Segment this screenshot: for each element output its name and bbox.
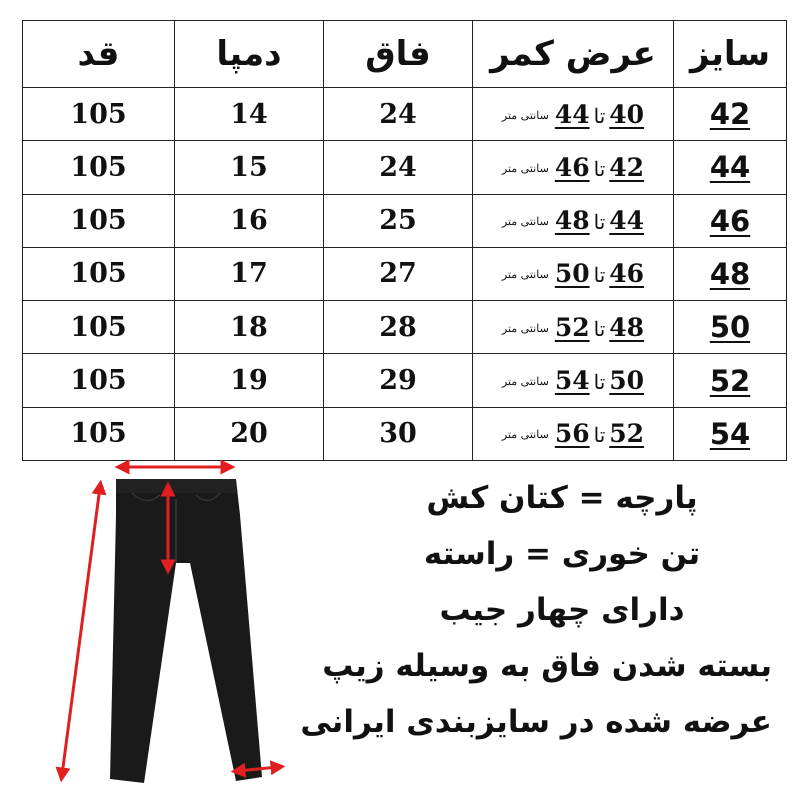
size-cell — [674, 194, 787, 247]
size-value: 42 — [709, 97, 751, 132]
waist-connector: تا — [593, 423, 606, 448]
waist-max: 44 — [554, 99, 590, 129]
rise-cell: 28 — [324, 301, 473, 354]
table-row — [23, 194, 787, 247]
size-value: 54 — [709, 416, 751, 451]
table-row — [23, 141, 787, 194]
waist-max: 50 — [554, 259, 590, 289]
rise-cell: 25 — [324, 194, 473, 247]
table-row — [23, 88, 787, 141]
length-cell: 105 — [23, 301, 175, 354]
length-arrow — [62, 487, 100, 775]
length-cell: 105 — [23, 354, 175, 407]
waist-unit: سانتی متر — [501, 215, 549, 229]
waist-min: 52 — [609, 419, 645, 449]
pants-illustration — [40, 455, 300, 795]
rise-cell: 24 — [324, 88, 473, 141]
note-closure: بسته شدن فاق به وسیله زیپ — [322, 648, 772, 684]
waist-connector: تا — [593, 370, 606, 395]
table-row — [23, 247, 787, 300]
rise-cell: 30 — [324, 407, 473, 460]
waist-min: 46 — [609, 259, 645, 289]
waist-min: 40 — [609, 99, 645, 129]
size-cell — [674, 141, 787, 194]
size-cell — [674, 247, 787, 300]
size-value: 46 — [709, 203, 751, 238]
table-row — [23, 301, 787, 354]
waist-connector: تا — [593, 156, 606, 181]
size-value: 48 — [709, 256, 751, 291]
table-row — [23, 354, 787, 407]
size-value: 50 — [709, 310, 751, 345]
waist-unit: سانتی متر — [501, 268, 549, 282]
rise-cell: 24 — [324, 141, 473, 194]
table-row — [23, 407, 787, 460]
waist-min: 50 — [609, 366, 645, 396]
waist-min: 42 — [609, 152, 645, 182]
waist-cell — [473, 194, 674, 247]
hem-cell: 16 — [175, 194, 324, 247]
header-rise: فاق — [324, 21, 473, 88]
waist-cell — [473, 141, 674, 194]
table-body — [23, 88, 787, 461]
header-size: سایز — [674, 21, 787, 88]
waist-connector: تا — [593, 210, 606, 235]
note-pockets: دارای چهار جیب — [439, 592, 685, 628]
length-cell: 105 — [23, 247, 175, 300]
waist-max: 46 — [554, 152, 590, 182]
note-sizing: عرضه شده در سایزبندی ایرانی — [300, 704, 772, 740]
table-header-row — [23, 21, 787, 88]
hem-cell: 20 — [175, 407, 324, 460]
hem-cell: 15 — [175, 141, 324, 194]
waist-min: 48 — [609, 312, 645, 342]
waist-max: 56 — [554, 419, 590, 449]
size-cell — [674, 407, 787, 460]
header-waist: عرض کمر — [473, 21, 674, 88]
note-fit: تن خوری = راسته — [423, 536, 701, 572]
waist-cell — [473, 354, 674, 407]
waist-cell — [473, 301, 674, 354]
length-cell: 105 — [23, 407, 175, 460]
rise-cell: 27 — [324, 247, 473, 300]
header-length: قد — [23, 21, 175, 88]
hem-cell: 18 — [175, 301, 324, 354]
pants-silhouette — [110, 479, 262, 783]
size-cell — [674, 301, 787, 354]
size-value: 52 — [709, 363, 751, 398]
waist-connector: تا — [593, 263, 606, 288]
product-notes — [300, 470, 772, 750]
size-chart-table — [22, 20, 787, 461]
length-cell: 105 — [23, 141, 175, 194]
note-fabric: پارچه = کتان کش — [426, 480, 698, 516]
waist-unit: سانتی متر — [501, 108, 549, 122]
hem-cell: 17 — [175, 247, 324, 300]
waist-max: 54 — [554, 366, 590, 396]
waist-min: 44 — [609, 206, 645, 236]
size-cell — [674, 354, 787, 407]
waist-connector: تا — [593, 316, 606, 341]
hem-cell: 14 — [175, 88, 324, 141]
waist-unit: سانتی متر — [501, 375, 549, 389]
waist-max: 52 — [554, 312, 590, 342]
size-value: 44 — [709, 150, 751, 185]
waist-cell — [473, 247, 674, 300]
waist-max: 48 — [554, 206, 590, 236]
size-cell — [674, 88, 787, 141]
waist-cell — [473, 407, 674, 460]
waist-unit: سانتی متر — [501, 428, 549, 442]
length-cell: 105 — [23, 194, 175, 247]
hem-cell: 19 — [175, 354, 324, 407]
waist-unit: سانتی متر — [501, 161, 549, 175]
rise-cell: 29 — [324, 354, 473, 407]
header-hem: دمپا — [175, 21, 324, 88]
waist-unit: سانتی متر — [501, 321, 549, 335]
length-cell: 105 — [23, 88, 175, 141]
waist-connector: تا — [593, 103, 606, 128]
waist-cell — [473, 88, 674, 141]
